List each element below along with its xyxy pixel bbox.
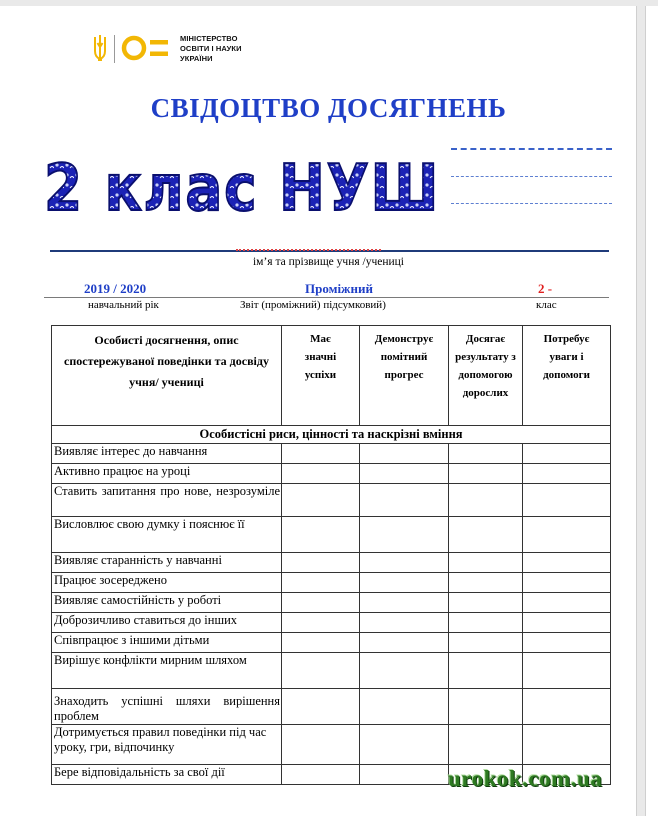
mark-cell[interactable] (360, 553, 449, 573)
report-type: Проміжний (305, 281, 373, 296)
logo-separator (114, 35, 115, 63)
mark-cell[interactable] (282, 653, 360, 689)
header-significant-success: Має значні успіхи (282, 326, 360, 426)
dashed-line (451, 148, 612, 150)
table-header-row (52, 326, 611, 426)
mark-cell[interactable] (449, 444, 523, 464)
mark-cell[interactable] (523, 689, 611, 725)
site-watermark: urokok.com.ua (448, 766, 603, 791)
class-banner (44, 132, 444, 226)
mark-cell[interactable] (360, 653, 449, 689)
row-label: Активно працює на уроці (52, 464, 282, 484)
row-label: Виявляє інтерес до навчання (52, 444, 282, 464)
row-label: Бере відповідальність за свої дії (52, 765, 282, 785)
table-row (52, 517, 611, 553)
table-row (52, 633, 611, 653)
mark-cell[interactable] (523, 464, 611, 484)
table-row (52, 484, 611, 517)
class-banner-text: 2 клас НУШ (44, 152, 440, 226)
dashed-line (451, 176, 612, 177)
mark-cell[interactable] (282, 613, 360, 633)
table-row (52, 725, 611, 765)
next-page-edge (645, 6, 658, 816)
mark-cell[interactable] (360, 464, 449, 484)
mark-cell[interactable] (282, 593, 360, 613)
dashed-lines (451, 148, 612, 230)
grade-value: 2 - (538, 281, 553, 296)
row-label: Ставить запитання про нове, незрозуміле (52, 484, 282, 517)
ministry-name: МІНІСТЕРСТВО ОСВІТИ І НАУКИ УКРАЇНИ (180, 34, 242, 63)
mark-cell[interactable] (523, 517, 611, 553)
table-row (52, 653, 611, 689)
mark-cell[interactable] (360, 633, 449, 653)
mark-cell[interactable] (360, 573, 449, 593)
mark-cell[interactable] (523, 633, 611, 653)
table-row (52, 593, 611, 613)
mark-cell[interactable] (449, 689, 523, 725)
table-row (52, 464, 611, 484)
spellcheck-underline (236, 249, 381, 251)
table-row (52, 444, 611, 464)
school-year: 2019 / 2020 (84, 281, 147, 296)
mark-cell[interactable] (360, 765, 449, 785)
mark-cell[interactable] (282, 633, 360, 653)
row-label: Дотримується правил поведінки під час уроку, гри, відпочинку (52, 725, 282, 765)
mark-cell[interactable] (523, 484, 611, 517)
mark-cell[interactable] (523, 653, 611, 689)
row-label: Співпрацює з іншими дітьми (52, 633, 282, 653)
row-label: Виявляє самостійність у роботі (52, 593, 282, 613)
row-label: Працює зосереджено (52, 573, 282, 593)
mark-cell[interactable] (282, 725, 360, 765)
mark-cell[interactable] (360, 484, 449, 517)
section-row (52, 426, 611, 444)
header-with-adult-help: Досягає результату з допомогою дорослих (449, 326, 523, 426)
mark-cell[interactable] (282, 765, 360, 785)
info-line (44, 297, 609, 298)
mark-cell[interactable] (449, 573, 523, 593)
mark-cell[interactable] (523, 553, 611, 573)
mark-cell[interactable] (282, 553, 360, 573)
mark-cell[interactable] (449, 484, 523, 517)
mark-cell[interactable] (282, 484, 360, 517)
section-title: Особистісні риси, цінності та наскрізні вміння (52, 426, 611, 444)
mark-cell[interactable] (282, 573, 360, 593)
student-name-caption: ім’я та прізвище учня /учениці (252, 256, 405, 268)
document-title: СВІДОЦТВО ДОСЯГНЕНЬ (150, 93, 507, 123)
mark-cell[interactable] (360, 725, 449, 765)
report-type-caption: Звіт (проміжний) підсумковий) (240, 299, 386, 311)
table-row (52, 689, 611, 725)
mark-cell[interactable] (282, 464, 360, 484)
mark-cell[interactable] (523, 593, 611, 613)
mark-cell[interactable] (360, 517, 449, 553)
row-label: Знаходить успішні шляхи вирішення проблем (52, 689, 282, 725)
mark-cell[interactable] (523, 725, 611, 765)
mark-cell[interactable] (360, 444, 449, 464)
mark-cell[interactable] (360, 593, 449, 613)
mark-cell[interactable] (449, 725, 523, 765)
header-notable-progress: Демонструє помітний прогрес (360, 326, 449, 426)
mark-cell[interactable] (282, 444, 360, 464)
mark-cell[interactable] (449, 653, 523, 689)
row-label: Вирішує конфлікти мирним шляхом (52, 653, 282, 689)
mark-cell[interactable] (523, 613, 611, 633)
row-label: Виявляє старанність у навчанні (52, 553, 282, 573)
trident-icon (92, 33, 108, 63)
table-row (52, 553, 611, 573)
school-year-caption: навчальний рік (88, 299, 159, 311)
mark-cell[interactable] (449, 593, 523, 613)
mark-cell[interactable] (360, 613, 449, 633)
row-label: Доброзичливо ставиться до інших (52, 613, 282, 633)
mark-cell[interactable] (523, 444, 611, 464)
mark-cell[interactable] (449, 613, 523, 633)
table-row (52, 613, 611, 633)
row-label: Висловлює свою думку і пояснює її (52, 517, 282, 553)
mark-cell[interactable] (523, 573, 611, 593)
dashed-line (451, 203, 612, 204)
mark-cell[interactable] (282, 517, 360, 553)
mark-cell[interactable] (282, 689, 360, 725)
mark-cell[interactable] (449, 633, 523, 653)
mark-cell[interactable] (449, 553, 523, 573)
mark-cell[interactable] (449, 464, 523, 484)
mark-cell[interactable] (360, 689, 449, 725)
mark-cell[interactable] (449, 517, 523, 553)
grade-caption: клас (536, 299, 557, 311)
ministry-emblem-icon (122, 34, 172, 62)
header-description: Особисті досягнення, опис спостережуваної поведінки та досвіду учня/ учениці (52, 326, 282, 426)
header-needs-attention: Потребує уваги і допомоги (523, 326, 611, 426)
achievements-table (51, 325, 611, 785)
table-row (52, 573, 611, 593)
